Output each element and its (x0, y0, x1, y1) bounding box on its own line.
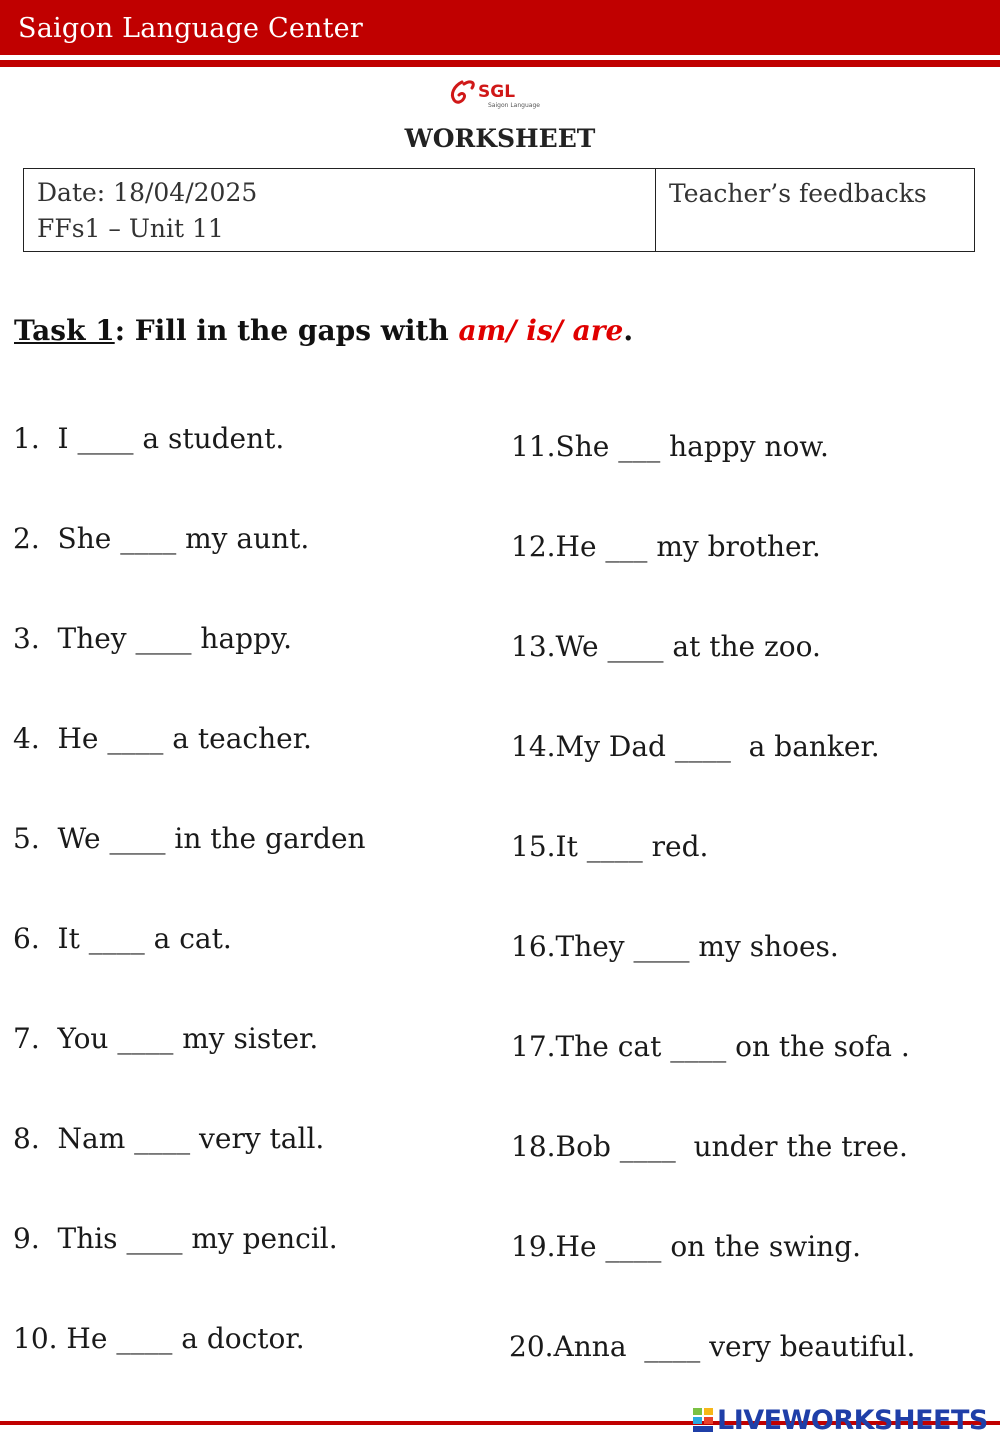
sgl-tagline-text: Saigon Language (488, 102, 540, 109)
exercise-item-8: 8. Nam ____ very tall. (13, 1122, 325, 1155)
exercise-item-11: 11.She ___ happy now. (511, 430, 829, 463)
exercise-item-18: 18.Bob ____ under the tree. (511, 1130, 908, 1163)
exercise-item-1: 1. I ____ a student. (13, 422, 285, 455)
exercise-item-13: 13.We ____ at the zoo. (511, 630, 821, 663)
info-table (23, 168, 975, 252)
exercise-item-7: 7. You ____ my sister. (13, 1022, 319, 1055)
teacher-feedback-label: Teacher’s feedbacks (669, 179, 927, 208)
exercise-item-19: 19.He ____ on the swing. (511, 1230, 862, 1263)
header-rule (0, 60, 1000, 67)
exercise-item-14: 14.My Dad ____ a banker. (511, 730, 880, 763)
date-text: Date: 18/04/2025 (37, 178, 258, 207)
exercise-item-9: 9. This ____ my pencil. (13, 1222, 338, 1255)
sgl-logo (448, 78, 544, 110)
exercise-item-6: 6. It ____ a cat. (13, 922, 232, 955)
header-bar (0, 0, 1000, 55)
task-instruction: : Fill in the gaps with (114, 314, 459, 347)
worksheet-title: WORKSHEET (404, 124, 596, 153)
exercise-item-17: 17.The cat ____ on the sofa . (511, 1030, 910, 1063)
exercise-item-10: 10. He ____ a doctor. (13, 1322, 305, 1355)
liveworksheets-icon (692, 1407, 714, 1433)
exercise-item-20: 20.Anna ____ very beautiful. (509, 1330, 916, 1363)
unit-text: FFs1 – Unit 11 (37, 214, 224, 243)
task-choices: am/ is/ are (458, 314, 624, 347)
exercise-item-2: 2. She ____ my aunt. (13, 522, 310, 555)
exercise-item-4: 4. He ____ a teacher. (13, 722, 312, 755)
task-end: . (623, 314, 634, 347)
task-number: Task 1 (14, 314, 115, 347)
sgl-brand-text: SGL (478, 82, 516, 102)
exercise-item-3: 3. They ____ happy. (13, 622, 292, 655)
exercise-item-15: 15.It ____ red. (511, 830, 709, 863)
task-heading (14, 314, 633, 347)
exercise-item-5: 5. We ____ in the garden (13, 822, 366, 855)
liveworksheets-watermark (692, 1405, 988, 1435)
exercise-item-16: 16.They ____ my shoes. (511, 930, 839, 963)
liveworksheets-text: LIVEWORKSHEETS (717, 1404, 988, 1436)
center-name: Saigon Language Center (18, 13, 363, 44)
info-left-cell (24, 169, 656, 251)
exercise-item-12: 12.He ___ my brother. (511, 530, 821, 563)
sgl-swoosh-icon (452, 82, 473, 102)
